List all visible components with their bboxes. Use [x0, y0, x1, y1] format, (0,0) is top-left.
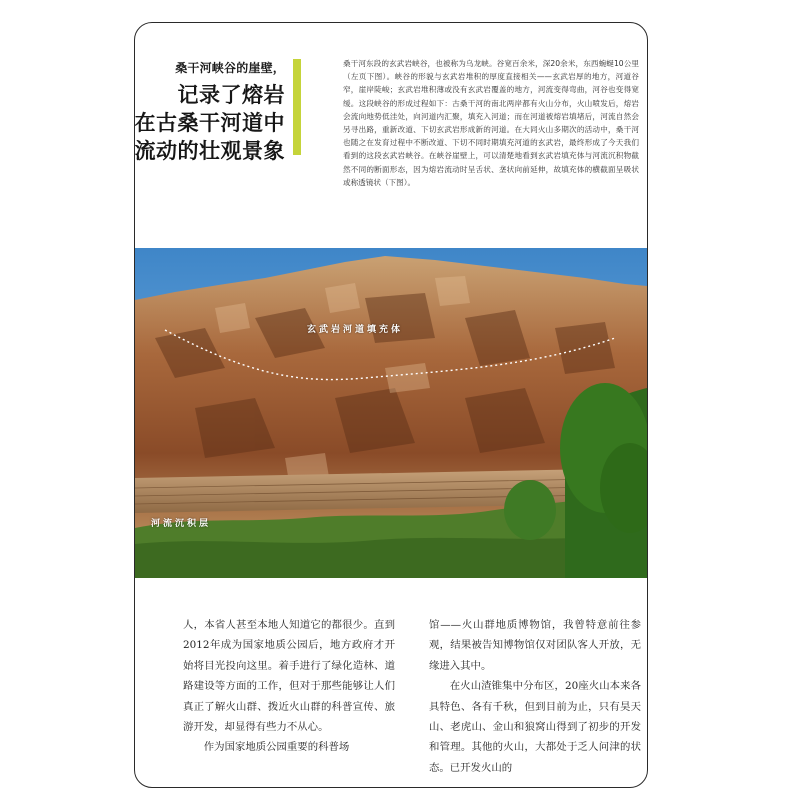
- body-paragraph: 馆——火山群地质博物馆，我曾特意前往参观，结果被告知博物馆仅对团队客人开放，无缘进入其中。: [429, 619, 641, 672]
- canyon-cliff-photo: [135, 248, 647, 578]
- magazine-page: [134, 22, 648, 788]
- canyon-cliff-illustration: [135, 248, 647, 578]
- label-river-sediment: 河流沉积层: [151, 519, 212, 529]
- intro-paragraph: 桑干河东段的玄武岩峡谷，也被称为乌龙峡。谷宽百余米，深20余米，东西蜿蜒10公里（左页下图）。峡谷的形貌与玄武岩堆积的厚度直接相关——玄武岩厚的地方，河道谷窄，崖岸陡峻；玄武岩堆积薄或没有玄武岩覆盖的地方，河流变得弯曲，河谷也变得宽缓。这段峡谷的形成过程如下：古桑干河的南北两岸都有火山分布，火山喷发后，熔岩会流向地势低洼处，向河道内汇聚，填充入河道；而在河道被熔岩填堵后，河流自然会另寻出路，重新改道、下切玄武岩形成新的河道。在大同火山多期次的活动中，桑干河也随之在发育过程中不断改道、下切不同时期填充河道的玄武岩，最终形成了今天我们看到的这段玄武岩峡谷。在峡谷崖壁上，可以清楚地看到玄武岩填充体与河流沉积物截然不同的断面形态，因为熔岩流动时呈舌状、垄状向前延伸，故填充体的横截面呈吸状或称透镜状（下图）。: [343, 59, 639, 187]
- headline-accent-bar: [293, 59, 301, 155]
- headline-line-3: 流动的壮观景象: [134, 139, 285, 163]
- body-column-left: [183, 615, 395, 758]
- headline-line-2: 在古桑干河道中: [134, 111, 285, 135]
- label-basalt-fill: 玄武岩河道填充体: [307, 325, 404, 335]
- body-paragraph: 人，本省人甚至本地人知道它的都很少。直到2012年成为国家地质公园后，地方政府才开始将目光投向这里。着手进行了绿化造林、道路建设等方面的工作，但对于那些能够让人们真正了解火山群、拨近火山群的科普宣传、旅游开发，却显得有些力不从心。: [183, 619, 395, 734]
- body-paragraph: 在火山渣锥集中分布区，20座火山本来各具特色、各有千秋，但到目前为止，只有昊天山、老虎山、金山和狼窝山得到了初步的开发和管理。其他的火山，大都处于乏人问津的状态。已开发火山的: [429, 680, 641, 774]
- shrub: [504, 480, 556, 540]
- body-paragraph: 作为国家地质公园重要的科普场: [203, 741, 350, 754]
- headline-kicker: 桑干河峡谷的崖壁，: [175, 61, 285, 75]
- body-column-right: [429, 615, 641, 778]
- headline-line-1: 记录了熔岩: [177, 83, 285, 107]
